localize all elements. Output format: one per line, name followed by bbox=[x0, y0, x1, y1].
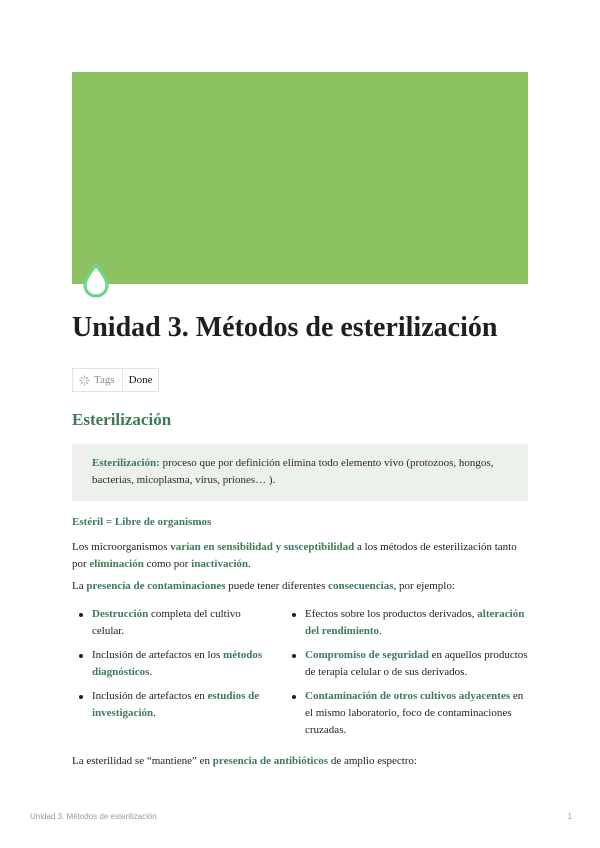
list-item bbox=[76, 606, 272, 640]
list-item bbox=[289, 647, 529, 681]
bullet-icon bbox=[79, 613, 83, 617]
highlight-run: métodos diagnósticos bbox=[92, 649, 263, 678]
bullet-icon bbox=[292, 654, 296, 658]
consequences-list-right bbox=[289, 606, 529, 746]
text-run: a los métodos de esterilización tanto por bbox=[72, 541, 517, 570]
text-run: en el mismo laboratorio, foco de contaminaciones cruzadas. bbox=[305, 690, 524, 736]
callout-text: proceso que por definición elimina todo elemento vivo (protozoos, hongos, bacterias, micoplasma, virus, priones… ). bbox=[92, 457, 494, 486]
highlight-run: consecuencias bbox=[328, 580, 394, 592]
text-run: Los microorganismos bbox=[72, 541, 171, 553]
text-run: como por bbox=[143, 558, 192, 570]
tags-header bbox=[73, 369, 122, 391]
callout-term: Esterilización: bbox=[92, 457, 160, 469]
highlight-run: presencia de contaminaciones bbox=[86, 580, 226, 592]
highlight-run: estudios de investigación bbox=[92, 690, 260, 719]
sterile-subheading: Estéril = Libre de organismos bbox=[72, 516, 212, 528]
highlight-run: Contaminación de otros cultivos adyacentes bbox=[305, 690, 511, 702]
paragraph-antibiotics bbox=[72, 753, 532, 770]
page-title: Unidad 3. Métodos de esterilización bbox=[72, 312, 498, 343]
paragraph-contamination bbox=[72, 578, 532, 595]
text-run: completa del cultivo celular. bbox=[92, 608, 241, 637]
text-run: Inclusión de artefactos en los bbox=[92, 649, 224, 661]
tags-value[interactable]: Done bbox=[122, 369, 159, 391]
bullet-icon bbox=[292, 613, 296, 617]
text-run: . bbox=[248, 558, 251, 570]
loading-spinner-icon bbox=[79, 375, 90, 386]
page-number: 1 bbox=[567, 812, 572, 821]
list-item bbox=[76, 647, 272, 681]
highlight-run: inactivación bbox=[191, 558, 249, 570]
text-run: . bbox=[153, 707, 156, 719]
highlight-run: alteración del rendimiento bbox=[305, 608, 525, 637]
text-run: Inclusión de artefactos en bbox=[92, 690, 208, 702]
water-drop-icon bbox=[80, 262, 112, 298]
definition-callout bbox=[72, 444, 528, 501]
tags-property[interactable] bbox=[72, 368, 159, 392]
text-run: puede tener diferentes bbox=[225, 580, 329, 592]
highlight-run: varían en sensibilidad y susceptibilidad bbox=[170, 541, 355, 553]
list-item bbox=[76, 688, 272, 722]
paragraph-sensitivity bbox=[72, 539, 532, 573]
highlight-run: Compromiso de seguridad bbox=[305, 649, 429, 661]
highlight-run: eliminación bbox=[89, 558, 144, 570]
bullet-icon bbox=[79, 695, 83, 699]
text-run: . bbox=[149, 666, 153, 678]
footer-title: Unidad 3. Métodos de esterilización bbox=[30, 812, 157, 821]
section-heading: Esterilización bbox=[72, 410, 172, 429]
highlight-run: Destrucción bbox=[92, 608, 149, 620]
text-run: La esterilidad se “mantiene” en bbox=[72, 755, 213, 767]
text-run: . bbox=[379, 625, 382, 637]
highlight-run: presencia de antibióticos bbox=[212, 755, 329, 767]
consequences-list-left bbox=[76, 606, 272, 729]
text-run: Efectos sobre los productos derivados, bbox=[305, 608, 478, 620]
text-run: de amplio espectro: bbox=[328, 755, 417, 767]
bullet-icon bbox=[79, 654, 83, 658]
cover-image bbox=[72, 72, 528, 284]
list-item bbox=[289, 688, 529, 739]
text-run: La bbox=[72, 580, 87, 592]
text-run: en aquellos productos de terapia celular o de sus derivados. bbox=[305, 649, 528, 678]
text-run: , por ejemplo: bbox=[393, 580, 455, 592]
list-item bbox=[289, 606, 529, 640]
tags-label: Tags bbox=[94, 374, 115, 386]
bullet-icon bbox=[292, 695, 296, 699]
